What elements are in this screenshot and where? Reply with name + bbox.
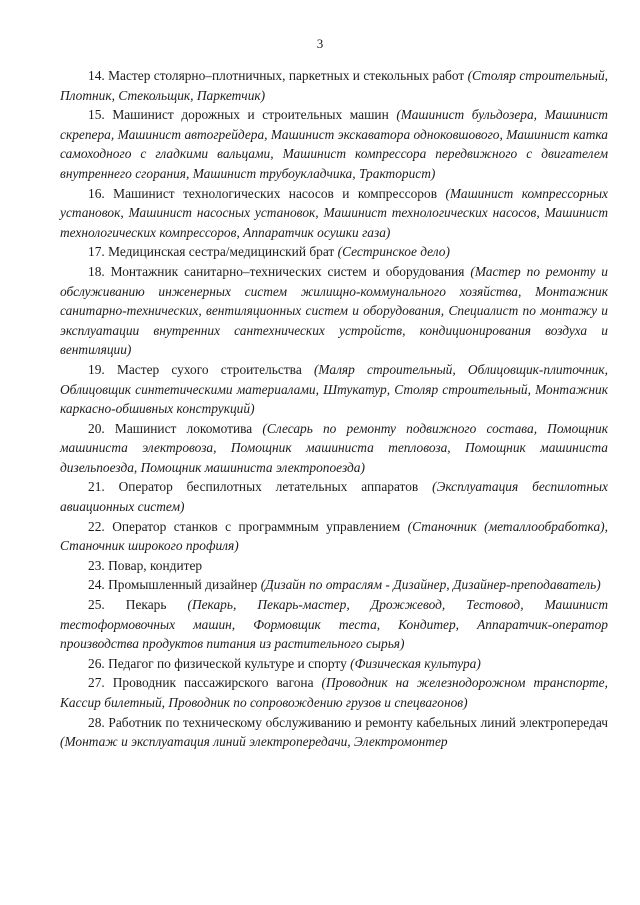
list-item [60, 184, 608, 243]
item-detail: (Сестринское дело) [337, 244, 450, 260]
item-title: Машинист локомотива [114, 420, 253, 436]
item-number: 20. [88, 420, 105, 436]
item-detail: (Маляр строительный, Облицовщик-плиточник, Облицовщик синтетическими материалами, Штукатур, Столяр строительный, Монтажник каркасно-обшивных конструкций) [60, 361, 608, 417]
item-detail: (Слесарь по ремонту подвижного состава, Помощник машиниста электровоза, Помощник машиниста тепловоза, Помощник машиниста дизельпоезда, Помощник машиниста электропоезда) [60, 420, 608, 475]
item-number: 14. [88, 68, 105, 83]
item-detail: (Мастер по ремонту и обслуживанию инженерных систем жилищно-коммунального хозяйства, Монтажник санитарно-технических, вентиляционных систем и оборудования, Специалист по монтажу и эксплуатации внутренних сантехнических устройств, кондиционирования воздуха и вентиляции) [60, 263, 608, 358]
item-number: 24. [88, 577, 105, 593]
item-detail: (Монтаж и эксплуатация линий электропередачи, Электромонтер [60, 734, 448, 750]
item-number: 23. [88, 557, 105, 573]
item-detail: (Машинист компрессорных установок, Машинист насосных установок, Машинист технологических насосов, Машинист технологических компрессоров, Аппаратчик осушки газа) [60, 185, 608, 240]
item-detail: (Эксплуатация беспилотных авиационных систем) [60, 479, 608, 515]
list-item [60, 477, 608, 516]
item-number: 18. [88, 263, 105, 279]
item-number: 19. [88, 361, 105, 377]
list-item [60, 105, 608, 183]
list-item [60, 419, 608, 478]
item-number: 25. [88, 597, 105, 613]
item-detail: (Машинист бульдозера, Машинист скрепера, Машинист автогрейдера, Машинист экскаватора одноковшового, Машинист катка самоходного с гладкими вальцами, Машинист компрессора передвижного с двигателем внутреннего сгорания, Машинист трубоукладчика, Тракторист) [60, 107, 608, 181]
list-item [60, 556, 608, 576]
item-title: Мастер столярно–плотничных, паркетных и стекольных работ [108, 68, 465, 83]
item-detail: (Проводник на железнодорожном транспорте, Кассир билетный, Проводник по сопровождению грузов и спецвагонов) [60, 675, 608, 710]
item-title: Машинист технологических насосов и компрессоров [113, 185, 438, 201]
item-title: Работник по техническому обслуживанию и ремонту кабельных линий электропередач [108, 714, 608, 730]
item-number: 26. [88, 655, 105, 671]
item-title: Пекарь [125, 597, 167, 613]
list-item [60, 66, 608, 105]
item-detail: (Физическая культура) [350, 655, 481, 671]
page-number: 3 [316, 36, 324, 51]
list-item [60, 673, 608, 712]
list-item [60, 360, 608, 419]
list-item [60, 262, 608, 360]
item-title: Оператор беспилотных летательных аппаратов [118, 479, 419, 495]
item-title: Проводник пассажирского вагона [112, 675, 314, 691]
item-title: Педагог по физической культуре и спорту [108, 655, 347, 671]
item-number: 16. [88, 185, 105, 201]
item-number: 22. [88, 518, 105, 534]
item-detail: (Дизайн по отраслям - Дизайнер, Дизайнер-преподаватель) [260, 577, 601, 593]
item-title: Машинист дорожных и строительных машин [112, 107, 389, 123]
item-title: Монтажник санитарно–технических систем и оборудования [110, 263, 465, 279]
item-detail: (Пекарь, Пекарь-мастер, Дрожжевод, Тестовод, Машинист тестоформовочных машин, Формовщик теста, Кондитер, Аппаратчик-оператор производства продуктов питания из растительного сырья) [60, 597, 608, 652]
list-item [60, 242, 608, 262]
item-title: Повар, кондитер [108, 557, 203, 573]
list-item [60, 575, 608, 595]
list-item [60, 654, 608, 674]
item-title: Медицинская сестра/медицинский брат [108, 244, 335, 260]
list-item [60, 517, 608, 556]
item-number: 28. [88, 714, 105, 730]
item-title: Промышленный дизайнер [108, 577, 258, 593]
item-detail: (Станочник (металлообработка), Станочник широкого профиля) [60, 518, 608, 554]
item-title: Оператор станков с программным управлением [112, 518, 401, 534]
list-item [60, 713, 608, 752]
list-item [60, 595, 608, 654]
item-title: Мастер сухого строительства [116, 361, 302, 377]
item-detail: (Столяр строительный, Плотник, Стекольщик, Паркетчик) [60, 68, 608, 103]
profession-list [60, 66, 608, 752]
item-number: 27. [88, 675, 105, 691]
item-number: 21. [88, 479, 105, 495]
item-number: 15. [88, 107, 105, 123]
item-number: 17. [88, 244, 105, 260]
